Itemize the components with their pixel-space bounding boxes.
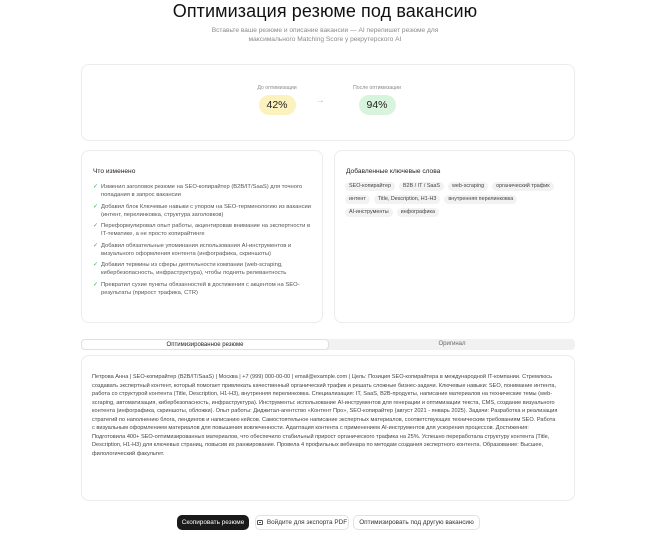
tab-optimized-resume[interactable]: Оптимизированное резюме — [81, 339, 329, 350]
change-text: Добавил обязательные упоминания использования AI-инструментов и визуального оформления контента (инфографика, скриншоты) — [101, 242, 292, 257]
change-text: Превратил сухие пункты обязанностей в достижения с акцентом на SEO-результаты (прирост трафика, CTR) — [101, 281, 300, 296]
list-item — [93, 261, 315, 277]
list-item — [93, 242, 315, 258]
check-icon: ✓ — [93, 184, 99, 190]
keyword-tags — [345, 182, 570, 221]
change-text: Добавил термины из сферы деятельности компании (web-scraping, кибербезопасность, инфраструктура), чтобы поднять релевантность — [101, 262, 287, 277]
change-text: Изменил заголовок резюме на SEO-копирайтер (B2B/IT/SaaS) для точного попадания в запрос вакансии — [101, 184, 303, 198]
keyword-tag: внутренняя перелинковка — [444, 195, 517, 204]
keyword-tag: интент — [345, 195, 370, 204]
page-title: Оптимизация резюме под вакансию — [172, 1, 478, 21]
resume-tabs — [81, 339, 575, 350]
keyword-tag: органический трафик — [492, 182, 553, 191]
arrow-right-icon: → — [315, 95, 325, 106]
keyword-tag: web-scraping — [448, 182, 488, 191]
change-text: Переформулировал опыт работы, акцентировав внимание на экспертности в IT-тематике, а не просто копирайтинге — [101, 223, 311, 238]
check-icon: ✓ — [93, 262, 99, 269]
changes-card — [81, 150, 323, 323]
changes-list — [93, 183, 315, 301]
list-item — [93, 281, 315, 297]
check-icon: ✓ — [93, 223, 99, 230]
keyword-tag: инфографика — [397, 208, 439, 217]
copy-resume-label: Скопировать резюме — [181, 519, 245, 526]
changes-title: Что изменено — [93, 168, 136, 175]
check-icon: ✓ — [93, 203, 99, 210]
optimize-other-label: Оптимизировать под другую вакансию — [359, 519, 474, 526]
score-card — [81, 64, 575, 141]
score-after-label: После оптимизации — [352, 85, 402, 91]
export-pdf-label: Войдите для экспорта PDF — [266, 519, 348, 526]
export-pdf-button[interactable] — [255, 515, 349, 530]
page-subtitle: Вставьте ваше резюме и описание вакансии — AI перепишет резюме для максимального Matching Score у рекрутерского AI — [211, 27, 439, 43]
list-item — [93, 203, 315, 219]
check-icon: ✓ — [93, 281, 99, 288]
check-icon: ✓ — [93, 242, 99, 249]
keyword-tag: SEO-копирайтер — [345, 182, 395, 191]
keyword-tag: B2B / IT / SaaS — [399, 182, 444, 191]
resume-card — [81, 355, 575, 501]
keywords-card — [334, 150, 575, 323]
pdf-icon — [257, 520, 263, 525]
keyword-tag: AI-инструменты — [345, 208, 393, 217]
score-before — [247, 85, 307, 115]
list-item — [93, 222, 315, 238]
resume-text: Петрова Анна | SEO-копирайтер (B2B/IT/SaaS) | Москва | +7 (999) 000-00-00 | email@example.com | Цель: Позиция SEO-копирайтера в международной IT-компании. Стремлюсь создавать экспертный контент, который помогает привлекать качественный органический трафик и решать сложные бизнес-задачи. Ключевые навыки: SEO, понимание интента, работа со структурой контента (Title, Description, H1-H3), внутренняя перелинковка. Специализация: IT, SaaS, B2B-продукты, написание материалов на технические темы (web-scraping, автоматизация, кибербезопасность, инфраструктура). Инструменты: использование AI-инструментов для генерации и оптимизации текста, CMS, создание визуального контента (инфографика, скриншоты, обложки). Опыт работы: Диджитал-агентство «Контент Про», SEO-копирайтер (август 2021 - январь 2025). Задачи: Разработка и реализация стратегий по наполнению блога, лендингов и написанию кейсов. Самостоятельное написание экспертных материалов, соответствующих техническим требованиям SEO. Работа с визуальным оформлением материалов для повышения вовлеченности. Адаптация контента с применением AI-инструментов для ускорения процессов. Достижения: Подготовила 400+ SEO-оптимизированных материалов, что обеспечило стабильный прирост органического трафика на 25%. Успешно переработала структуру контента (Title, Description, H1-H3) для ключевых страниц, повысив их ранжирование. Провела 4 профильных вебинара по методам создания экспертного контента. Образование: Высшее, филологический факультет. — [92, 374, 558, 457]
tab-original[interactable]: Оригинал — [438, 341, 466, 347]
change-text: Добавил блок Ключевые навыки с упором на SEO-терминологию из вакансии (интент, перелинковка, структура заголовков) — [101, 203, 311, 218]
score-before-label: До оптимизации — [257, 85, 297, 91]
score-before-value: 42% — [259, 95, 296, 115]
keyword-tag: Title, Description, H1-H3 — [374, 195, 441, 204]
score-after-value: 94% — [359, 95, 396, 115]
optimize-other-button[interactable] — [353, 515, 480, 530]
keywords-title: Добавленные ключевые слова — [346, 168, 441, 175]
score-after — [347, 85, 407, 115]
list-item — [93, 183, 315, 199]
copy-resume-button[interactable] — [177, 515, 249, 530]
